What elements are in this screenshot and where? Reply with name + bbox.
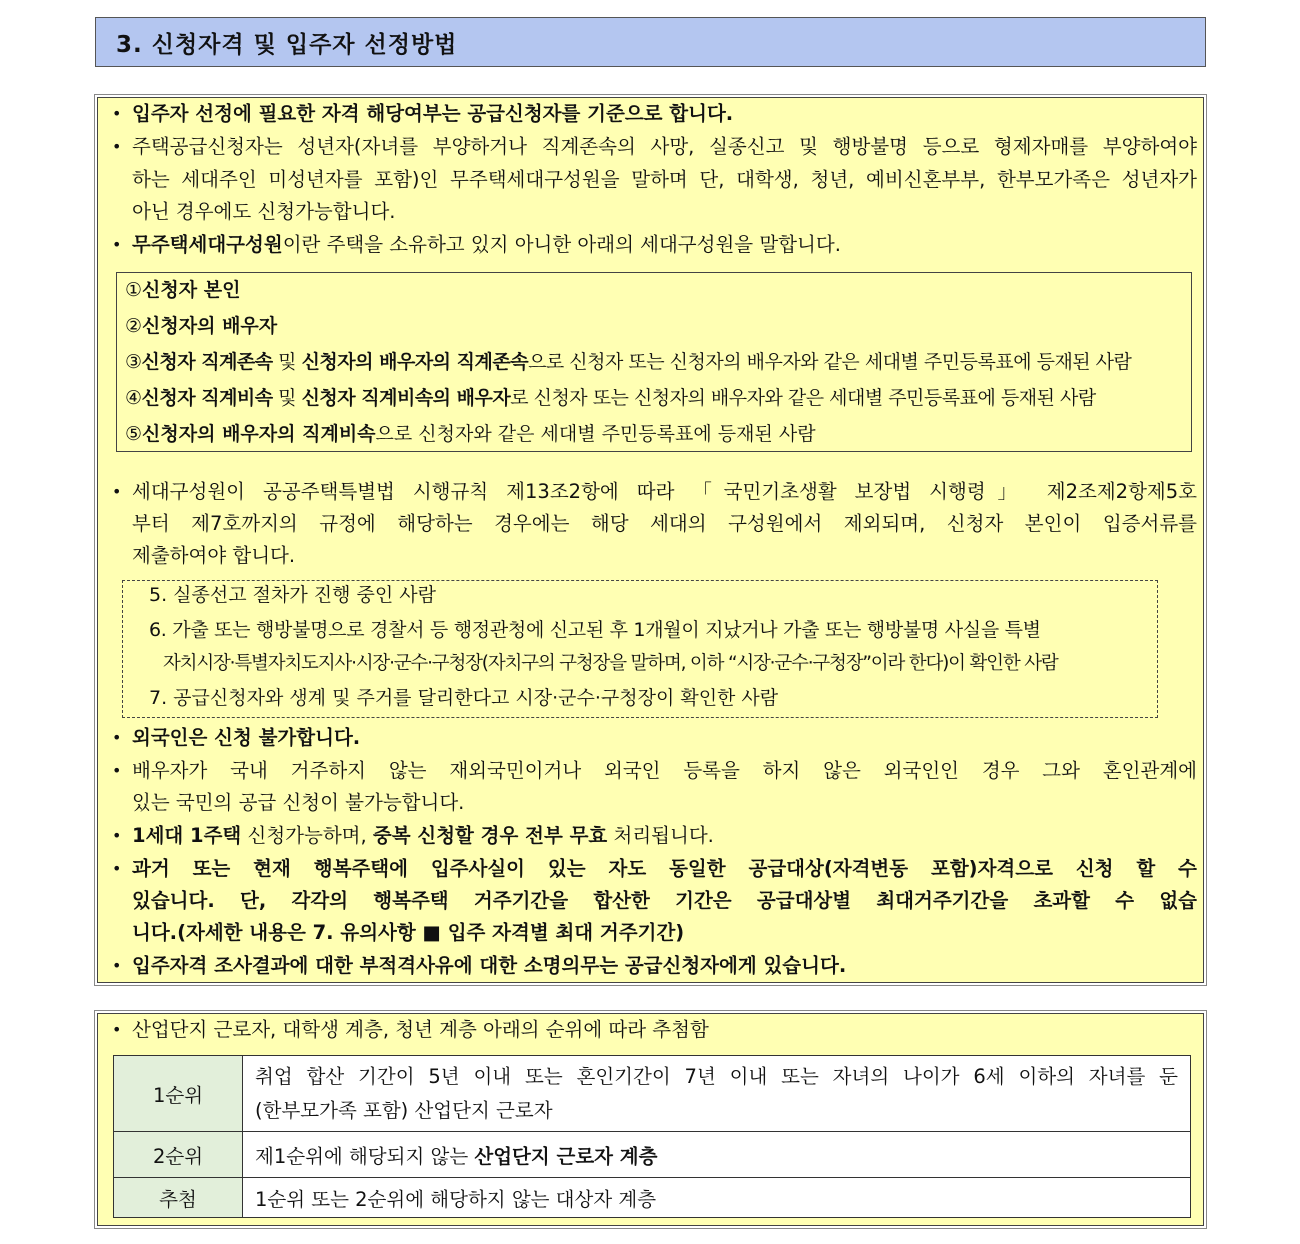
ranking-box: [97, 1013, 1204, 1226]
list-item: [98, 852, 1203, 886]
list-item: [98, 819, 1203, 853]
bullet-text: [132, 819, 1197, 853]
circled-number: ⑤: [125, 423, 143, 445]
bullet-text: 주택공급신청자는 성년자(자녀를 부양하거나 직계존속의 사망, 실종신고 및 행방불명 등으로 형제자매를 부양하여야: [132, 135, 1197, 158]
household-members-box: [116, 272, 1192, 452]
bullet-text: 있는 국민의 공급 신청이 불가능합니다.: [132, 791, 465, 814]
household-member-row: [125, 344, 1183, 380]
plain-text: 으로 신청자와 같은 세대별 주민등록표에 등재된 사람: [375, 423, 816, 445]
plain-text: 로 신청자 또는 신청자의 배우자와 같은 세대별 주민등록표에 등재된 사람: [510, 387, 1096, 409]
rank-text: 제1순위에 해당되지 않는: [255, 1144, 475, 1168]
emphasis: 신청자 직계비속: [141, 387, 273, 409]
plain-text: 이란 주택을 소유하고 있지 아니한 아래의 세대구성원을 말합니다.: [282, 233, 841, 256]
list-item: [98, 949, 1203, 983]
plain-text: 및: [272, 351, 302, 373]
emphasis: 산업단지 근로자 계층: [474, 1144, 658, 1168]
bullet: •: [112, 826, 122, 845]
household-member-row: [125, 380, 1183, 416]
bullet: •: [112, 104, 122, 123]
emphasis: 신청자 직계존속: [141, 351, 273, 373]
emphasis: 신청자의 배우자의 직계존속: [301, 351, 529, 373]
bullet: •: [112, 956, 122, 975]
bullet-text: 입주자격 조사결과에 대한 부적격사유에 대한 소명의무는 공급신청자에게 있습니다.: [132, 954, 847, 977]
bullet: •: [112, 761, 122, 780]
emphasis: 신청자의 배우자: [142, 315, 278, 337]
bullet-text: 하는 세대주인 미성년자를 포함)인 무주택세대구성원을 말하며 단, 대학생, 청년, 예비신혼부부, 한부모가족은 성년자가: [132, 168, 1197, 191]
bullet-text: 외국인은 신청 불가합니다.: [132, 726, 361, 749]
exclusion-item: 5. 실종선고 절차가 진행 중인 사람: [149, 584, 436, 606]
rank-description: [243, 1132, 1191, 1178]
circled-number: ②: [125, 315, 143, 337]
rank-description: 1순위 또는 2순위에 해당하지 않는 대상자 계층: [243, 1178, 1191, 1218]
bullet-text: 세대구성원이 공공주택특별법 시행규칙 제13조2항에 따라 「국민기초생활 보장법 시행령」 제2조제2항제5호: [132, 480, 1197, 503]
bullet: •: [112, 859, 122, 878]
bullet: •: [112, 482, 122, 501]
bullet-text: [132, 228, 1197, 262]
list-item: [98, 97, 1203, 131]
bullet-text: 입주자 선정에 필요한 자격 해당여부는 공급신청자를 기준으로 합니다.: [132, 102, 734, 125]
plain-text: 처리됩니다.: [607, 824, 714, 847]
plain-text: 및: [272, 387, 302, 409]
bullet-text: 배우자가 국내 거주하지 않는 재외국민이거나 외국인 등록을 하지 않은 외국인인 경우 그와 혼인관계에: [132, 759, 1197, 782]
bullet: •: [112, 235, 122, 254]
table-row: [114, 1132, 1191, 1178]
rank-label: 2순위: [114, 1132, 243, 1178]
list-item-continued: [98, 916, 1203, 950]
bullet-text: 부터 제7호까지의 규정에 해당하는 경우에는 해당 세대의 구성원에서 제외되며, 신청자 본인이 입증서류를: [132, 512, 1197, 535]
household-member-row: [125, 416, 1183, 452]
bullet: •: [112, 137, 122, 156]
list-item: [98, 228, 1203, 262]
plain-text: 으로 신청자 또는 신청자의 배우자와 같은 세대별 주민등록표에 등재된 사람: [528, 351, 1132, 373]
circled-number: ①: [125, 279, 143, 301]
list-item: [98, 754, 1203, 788]
exclusion-item: 7. 공급신청자와 생계 및 주거를 달리한다고 시장·군수·구청장이 확인한 사람: [149, 687, 779, 709]
rank-description: [243, 1056, 1191, 1132]
emphasis: 중복 신청할 경우 전부 무효: [372, 824, 608, 847]
list-item: [98, 721, 1203, 755]
table-row: [114, 1056, 1191, 1132]
list-item: [98, 130, 1203, 164]
rank-label: 추첨: [114, 1178, 243, 1218]
bullet: •: [112, 728, 122, 747]
exclusion-item: 6. 가출 또는 행방불명으로 경찰서 등 행정관청에 신고된 후 1개월이 지났거나 가출 또는 행방불명 사실을 특별: [149, 619, 1041, 641]
ranking-intro: 산업단지 근로자, 대학생 계층, 청년 계층 아래의 순위에 따라 추첨함: [132, 1018, 709, 1041]
rank-text: 취업 합산 기간이 5년 이내 또는 혼인기간이 7년 이내 또는 자녀의 나이가 6세 이하의 자녀를 둔: [255, 1064, 1178, 1088]
list-item-continued: [98, 195, 1203, 229]
household-member-row: [125, 272, 1183, 308]
bullet-text: 있습니다. 단, 각각의 행복주택 거주기간을 합산한 기간은 공급대상별 최대거주기간을 초과할 수 없습: [132, 889, 1197, 912]
household-member-row: [125, 308, 1183, 344]
plain-text: 신청가능하며,: [241, 824, 373, 847]
list-item-continued: [98, 507, 1203, 541]
bullet-text: 니다.(자세한 내용은 7. 유의사항 ■ 입주 자격별 최대 거주기간): [132, 921, 685, 944]
list-item: [98, 1013, 1203, 1047]
list-item-continued: [98, 786, 1203, 820]
emphasis: 신청자의 배우자의 직계비속: [142, 423, 376, 445]
circled-number: ③: [125, 351, 142, 373]
rank-text: (한부모가족 포함) 산업단지 근로자: [255, 1098, 553, 1122]
bullet-text: 아닌 경우에도 신청가능합니다.: [132, 200, 396, 223]
bullet-text: 제출하여야 합니다.: [132, 544, 296, 567]
ranking-table: [113, 1055, 1191, 1218]
section-title: 3. 신청자격 및 입주자 선정방법: [95, 17, 1206, 67]
bullet: •: [112, 1020, 122, 1039]
list-item-continued: [98, 539, 1203, 573]
list-item-continued: [98, 163, 1203, 197]
circled-number: ④: [125, 387, 142, 409]
emphasis: 무주택세대구성원: [132, 233, 283, 256]
emphasis: 1세대 1주택: [132, 824, 242, 847]
emphasis: 신청자 본인: [142, 279, 241, 301]
list-item-continued: [98, 884, 1203, 918]
exclusions-box: [122, 580, 1158, 718]
rank-label: 1순위: [114, 1056, 243, 1132]
bullet-text: 과거 또는 현재 행복주택에 입주사실이 있는 자도 동일한 공급대상(자격변동 포함)자격으로 신청 할 수: [132, 857, 1197, 880]
exclusion-item-continued: 자치시장·특별자치도지사·시장·군수·구청장(자치구의 구청장을 말하며, 이하 “시장·군수·구청장”이라 한다)이 확인한 사람: [163, 653, 1058, 674]
table-row: [114, 1178, 1191, 1218]
list-item: [98, 475, 1203, 509]
eligibility-box: [97, 97, 1204, 983]
emphasis: 신청자 직계비속의 배우자: [301, 387, 511, 409]
